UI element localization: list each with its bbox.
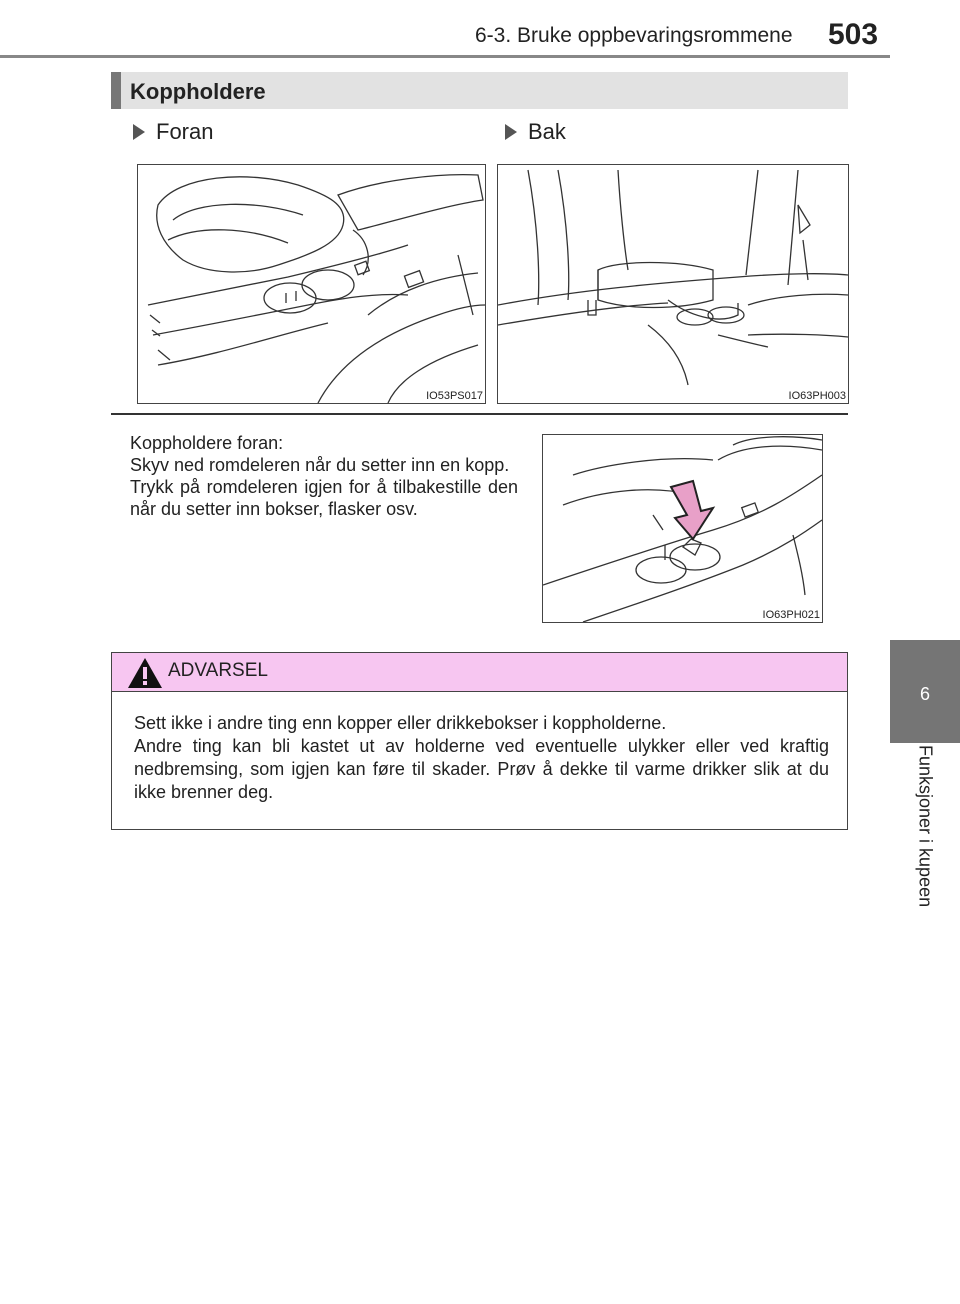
section-title: 6-3. Bruke oppbevaringsrommene — [475, 24, 793, 47]
front-console-drawing — [138, 165, 485, 403]
triangle-bullet-icon — [133, 124, 145, 140]
front-cupholder-illustration — [137, 164, 486, 404]
chapter-tab — [890, 640, 960, 743]
warning-triangle-icon — [127, 657, 163, 689]
section-heading-accent — [111, 72, 121, 109]
rear-label: Bak — [528, 119, 566, 144]
instruction-line: Trykk på romdeleren igjen for å tilbakestille den når du setter inn bokser, flasker osv. — [130, 477, 518, 519]
figure-code: IO63PH003 — [788, 390, 846, 402]
front-label: Foran — [156, 119, 214, 144]
warning-line: Andre ting kan bli kastet ut av holderne ved eventuelle ulykker eller ved kraftig nedbremsing, som igjen kan føre til skader. Prøv å dekke til varme drikker slik at du ikke brenner deg. — [134, 736, 829, 802]
chapter-number: 6 — [919, 684, 930, 704]
section-heading: Koppholdere — [130, 79, 266, 104]
instruction-line: Skyv ned romdeleren når du setter inn en kopp. — [130, 455, 510, 475]
chapter-title: Funksjoner i kupeen — [915, 745, 936, 908]
arrow-down-icon — [671, 481, 713, 539]
triangle-bullet-icon — [505, 124, 517, 140]
chapter-title-wrap — [890, 745, 960, 945]
instruction-line: Koppholdere foran: — [130, 433, 284, 453]
figure-code: IO53PS017 — [426, 390, 483, 402]
instruction-text — [130, 432, 518, 520]
cupholder-detail-illustration — [542, 434, 823, 623]
cupholder-detail-drawing — [543, 435, 822, 622]
figure-code: IO63PH021 — [762, 609, 820, 621]
warning-title: ADVARSEL — [168, 660, 268, 681]
rear-cupholder-illustration — [497, 164, 849, 404]
rear-seat-drawing — [498, 165, 848, 403]
header-rule — [0, 55, 890, 58]
warning-text — [134, 712, 829, 804]
page-number: 503 — [828, 18, 879, 51]
warning-line: Sett ikke i andre ting enn kopper eller drikkebokser i koppholderne. — [134, 713, 667, 733]
divider — [111, 413, 848, 415]
